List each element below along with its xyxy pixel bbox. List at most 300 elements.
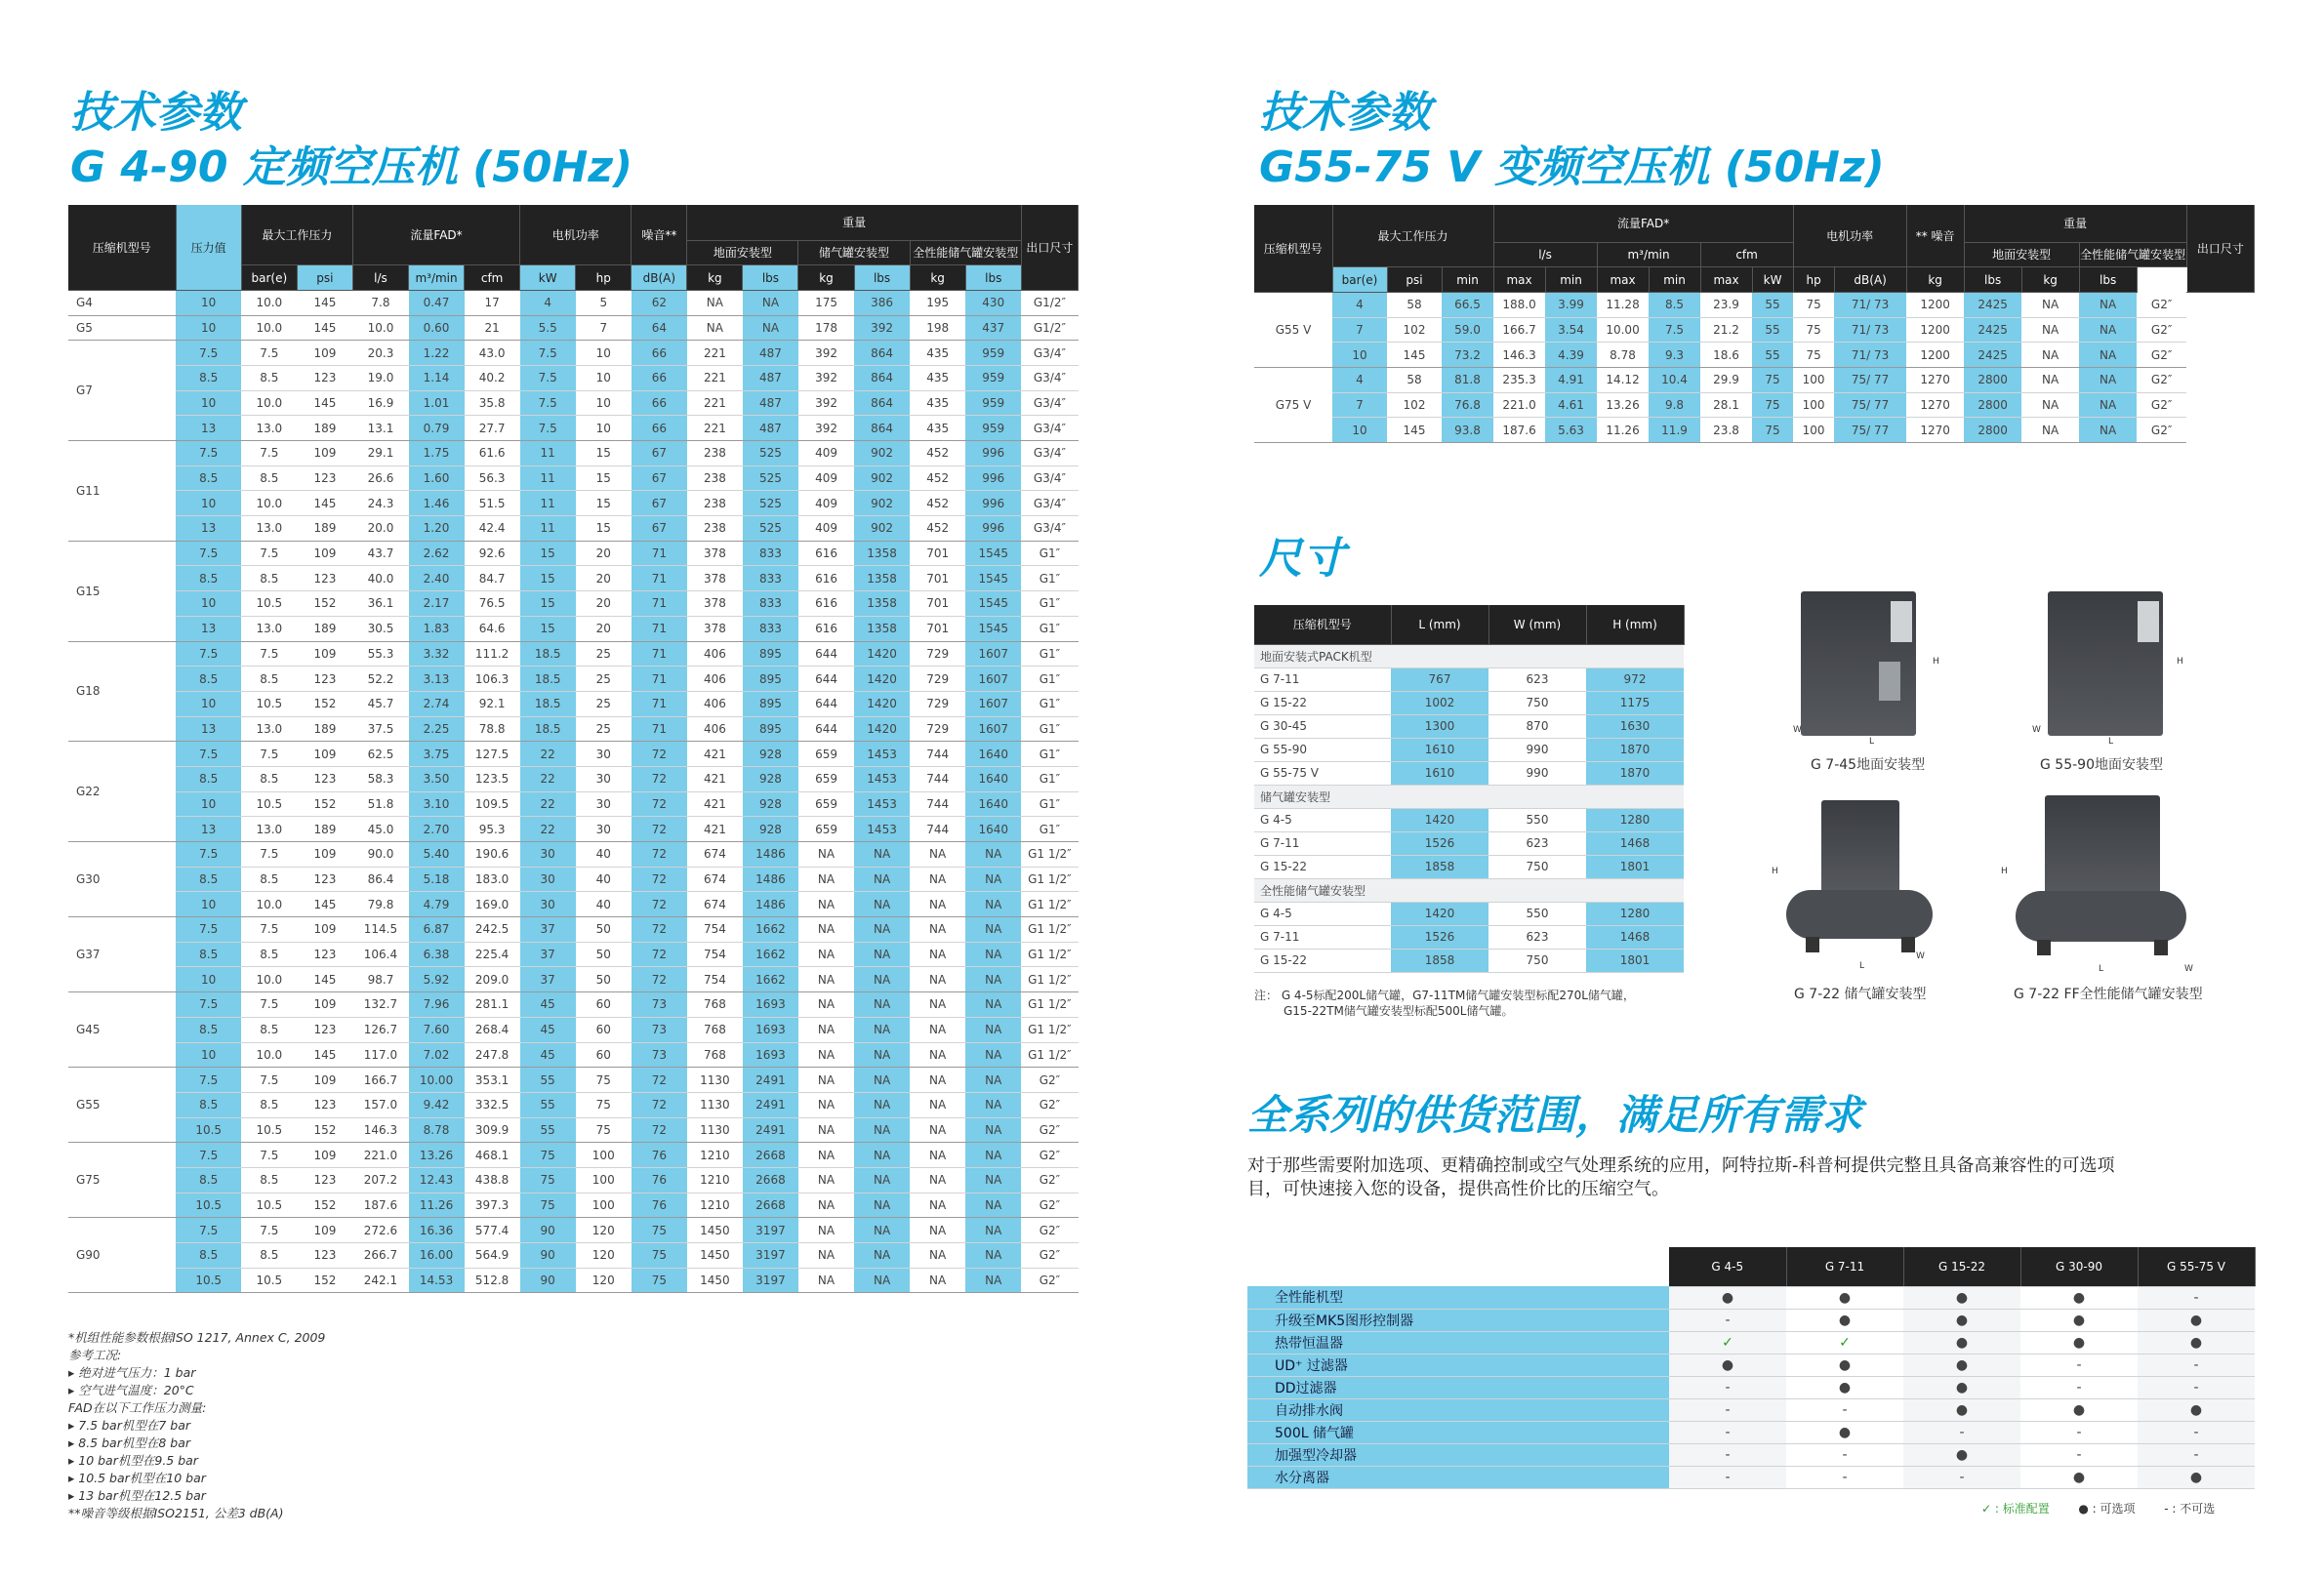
cell: 8.5 xyxy=(176,465,241,491)
cell: G1″ xyxy=(1021,691,1078,716)
cell: 8.5 xyxy=(176,1017,241,1042)
cell: 145 xyxy=(297,1042,352,1068)
cell: 221 xyxy=(687,416,743,441)
cell: G1″ xyxy=(1021,591,1078,617)
vth-model: 压缩机型号 xyxy=(1254,205,1332,292)
cell: 81.8 xyxy=(1442,367,1493,392)
cell: 90 xyxy=(520,1268,576,1293)
cell: 397.3 xyxy=(465,1193,520,1218)
cell: 1693 xyxy=(743,1042,798,1068)
table-row xyxy=(68,416,1079,441)
cell: 75 xyxy=(1793,343,1834,368)
cell: NA xyxy=(2021,367,2079,392)
cell: 25 xyxy=(576,691,632,716)
cell: 189 xyxy=(297,416,352,441)
cell: NA xyxy=(798,1167,854,1193)
cell: 2.17 xyxy=(409,591,465,617)
cell: G1″ xyxy=(1021,817,1078,842)
feature-availability: - xyxy=(2138,1421,2255,1443)
table-row xyxy=(68,290,1079,315)
cell: 15 xyxy=(576,516,632,542)
feat-col-2: G 15-22 xyxy=(1903,1247,2020,1286)
right-title-1: 技术参数 xyxy=(1259,88,1431,138)
cell: G1″ xyxy=(1021,791,1078,817)
cell: 1280 xyxy=(1586,902,1684,925)
cell: 750 xyxy=(1488,855,1586,878)
cell: 1486 xyxy=(743,892,798,917)
cell: 895 xyxy=(743,641,798,667)
unit-2: l/s xyxy=(352,265,408,291)
cell: 72 xyxy=(632,1117,687,1143)
cell: 16.00 xyxy=(409,1243,465,1269)
cell: 18.5 xyxy=(520,641,576,667)
cell: 100 xyxy=(576,1143,632,1168)
cell: 71 xyxy=(632,641,687,667)
cell: 1468 xyxy=(1586,925,1684,949)
cell: 62.5 xyxy=(352,742,408,767)
cell: 10.5 xyxy=(176,1117,241,1143)
cell: 659 xyxy=(798,791,854,817)
th-pressure: 压力值 xyxy=(176,205,241,290)
table-row xyxy=(68,1193,1079,1218)
dim-section-label: 地面安装式PACK机型 xyxy=(1254,644,1684,667)
cell: 895 xyxy=(743,667,798,692)
cell: G 55-90 xyxy=(1254,738,1391,761)
cell: 1270 xyxy=(1906,418,1964,443)
cell: 45 xyxy=(520,1042,576,1068)
cell: G2″ xyxy=(2137,343,2186,368)
feature-availability: ● xyxy=(2138,1309,2255,1331)
cell: 1607 xyxy=(965,667,1021,692)
cell: NA xyxy=(798,1068,854,1093)
cell: 123 xyxy=(297,766,352,791)
cell: 114.5 xyxy=(352,917,408,943)
cell: 406 xyxy=(687,641,743,667)
feature-availability: ● xyxy=(1786,1286,1903,1309)
cell: 43.0 xyxy=(465,341,520,366)
cell: 45.0 xyxy=(352,817,408,842)
cell: G1 1/2″ xyxy=(1021,992,1078,1018)
left-title-1: 技术参数 xyxy=(70,88,242,138)
cell: 2425 xyxy=(1964,343,2021,368)
cell: 902 xyxy=(854,516,910,542)
cell: 11 xyxy=(520,516,576,542)
dim-letter-l-2: L xyxy=(2108,737,2114,747)
cell: 378 xyxy=(687,616,743,641)
dim-head-3: H (mm) xyxy=(1586,605,1684,644)
cell: 8.5 xyxy=(241,465,297,491)
cell: 768 xyxy=(687,992,743,1018)
vunit-11: kg xyxy=(1906,267,1964,293)
cell: 8.5 xyxy=(241,1017,297,1042)
cell: 20 xyxy=(576,591,632,617)
cell: 72 xyxy=(632,867,687,892)
photo-g7-22-ff-tank xyxy=(2016,795,2196,956)
footnote-line: *机组性能参数根据ISO 1217, Annex C, 2009 xyxy=(68,1330,326,1345)
cell: NA xyxy=(965,1268,1021,1293)
feature-availability: - xyxy=(2138,1443,2255,1466)
cell: 754 xyxy=(687,967,743,992)
cell: 30 xyxy=(576,791,632,817)
cell: 8.5 xyxy=(176,942,241,967)
cell: 36.1 xyxy=(352,591,408,617)
table-row xyxy=(1247,1286,2255,1309)
cell: NA xyxy=(743,290,798,315)
feature-availability: ● xyxy=(2138,1331,2255,1354)
left-footnotes xyxy=(68,1329,325,1522)
cell: 10.0 xyxy=(241,892,297,917)
cell: 487 xyxy=(743,390,798,416)
cell: 40 xyxy=(576,867,632,892)
cell: 1300 xyxy=(1391,714,1488,738)
cell: 8.5 xyxy=(241,1092,297,1117)
cell: 238 xyxy=(687,491,743,516)
cell: NA xyxy=(798,1042,854,1068)
feature-availability: ● xyxy=(1903,1376,2020,1398)
cell: 75 xyxy=(520,1167,576,1193)
cell: 26.6 xyxy=(352,465,408,491)
cell: 729 xyxy=(910,716,965,742)
cell: 71 xyxy=(632,616,687,641)
dim-head-1: L (mm) xyxy=(1391,605,1488,644)
vunit-13: kg xyxy=(2021,267,2079,293)
cell: 13 xyxy=(176,616,241,641)
cell: 92.6 xyxy=(465,541,520,566)
unit-10: kg xyxy=(798,265,854,291)
cell: 10.0 xyxy=(241,491,297,516)
cell: G3/4″ xyxy=(1021,416,1078,441)
cell: G1 1/2″ xyxy=(1021,967,1078,992)
table-row xyxy=(1247,1309,2255,1331)
cell: 1200 xyxy=(1906,292,1964,317)
cell: 19.0 xyxy=(352,365,408,390)
cell: 8.5 xyxy=(241,1167,297,1193)
cell: 13.0 xyxy=(241,516,297,542)
cell: 72 xyxy=(632,942,687,967)
cell: G 15-22 xyxy=(1254,691,1391,714)
cell: 1270 xyxy=(1906,392,1964,418)
feature-availability: ● xyxy=(1903,1354,2020,1376)
cell: 623 xyxy=(1488,667,1586,691)
cell: NA xyxy=(798,1017,854,1042)
cell: 120 xyxy=(576,1243,632,1269)
cell: 71 xyxy=(632,566,687,591)
cell: 225.4 xyxy=(465,942,520,967)
feat-head-empty xyxy=(1247,1247,1669,1286)
cell: 120 xyxy=(576,1218,632,1243)
cell: NA xyxy=(743,315,798,341)
table-row xyxy=(68,441,1079,466)
cell: 7.5 xyxy=(241,1218,297,1243)
vth-full: 全性能储气罐安装型 xyxy=(2079,242,2186,267)
cell: 378 xyxy=(687,591,743,617)
cell: 11.26 xyxy=(409,1193,465,1218)
cell: 198 xyxy=(910,315,965,341)
vth-noise: ** 噪音 xyxy=(1906,205,1964,267)
cell: 59.0 xyxy=(1442,317,1493,343)
cell: 1801 xyxy=(1586,855,1684,878)
cell: 525 xyxy=(743,441,798,466)
cell: 84.7 xyxy=(465,566,520,591)
cell: NA xyxy=(910,1143,965,1168)
vth-fad: 流量FAD* xyxy=(1493,205,1793,242)
cell: 22 xyxy=(520,742,576,767)
cell: 95.3 xyxy=(465,817,520,842)
cell: 928 xyxy=(743,766,798,791)
cell: 7.5 xyxy=(176,341,241,366)
cell: NA xyxy=(798,892,854,917)
cell: 242.1 xyxy=(352,1268,408,1293)
cell: 1420 xyxy=(1391,902,1488,925)
th-floor: 地面安装型 xyxy=(687,240,798,265)
table-row xyxy=(1254,831,1684,855)
variable-speed-spec-table xyxy=(1254,205,2255,443)
cell: 111.2 xyxy=(465,641,520,667)
cell: 238 xyxy=(687,465,743,491)
cell: 392 xyxy=(798,390,854,416)
cell: 132.7 xyxy=(352,992,408,1018)
cell: 15 xyxy=(576,441,632,466)
feature-availability: ● xyxy=(1669,1286,1786,1309)
table-row xyxy=(1254,418,2255,443)
cell: 13 xyxy=(176,416,241,441)
cell: 421 xyxy=(687,766,743,791)
cell: 238 xyxy=(687,441,743,466)
cell: G3/4″ xyxy=(1021,516,1078,542)
cell: 189 xyxy=(297,616,352,641)
table-row xyxy=(1254,714,1684,738)
cell: 37.5 xyxy=(352,716,408,742)
cell: 7.5 xyxy=(241,541,297,566)
cell: 247.8 xyxy=(465,1042,520,1068)
table-row xyxy=(68,791,1079,817)
cell: G2″ xyxy=(1021,1268,1078,1293)
cell: 20 xyxy=(576,566,632,591)
cell: 188.0 xyxy=(1493,292,1545,317)
cell: 1358 xyxy=(854,566,910,591)
cell: 644 xyxy=(798,667,854,692)
vunit-0: bar(e) xyxy=(1332,267,1387,293)
cell: 15 xyxy=(576,491,632,516)
cell: NA xyxy=(965,842,1021,868)
feature-availability: ● xyxy=(2020,1398,2138,1421)
cell: 55 xyxy=(1752,317,1793,343)
cell: 468.1 xyxy=(465,1143,520,1168)
cell: 24.3 xyxy=(352,491,408,516)
cell: NA xyxy=(910,1243,965,1269)
cell: 452 xyxy=(910,516,965,542)
cell: 972 xyxy=(1586,667,1684,691)
cell: 75 xyxy=(1793,292,1834,317)
cell: 870 xyxy=(1488,714,1586,738)
table-row xyxy=(68,716,1079,742)
cell: G3/4″ xyxy=(1021,341,1078,366)
cell: G1 1/2″ xyxy=(1021,1042,1078,1068)
cell: 18.5 xyxy=(520,667,576,692)
cell: 616 xyxy=(798,616,854,641)
table-row xyxy=(1247,1331,2255,1354)
cell: 1801 xyxy=(1586,949,1684,972)
cell: 25 xyxy=(576,667,632,692)
cell: 67 xyxy=(632,516,687,542)
cell: 7 xyxy=(576,315,632,341)
cell: 8.5 xyxy=(241,867,297,892)
cell: NA xyxy=(965,867,1021,892)
cell: NA xyxy=(965,1193,1021,1218)
table-row xyxy=(68,591,1079,617)
table-row xyxy=(1254,392,2255,418)
cell: 10.00 xyxy=(409,1068,465,1093)
cell: 76 xyxy=(632,1193,687,1218)
cell: 1870 xyxy=(1586,761,1684,785)
cell: 55.3 xyxy=(352,641,408,667)
model-cell: G75 xyxy=(68,1143,176,1218)
cell: 0.79 xyxy=(409,416,465,441)
cell: 72 xyxy=(632,817,687,842)
footnote-line: ▸ 10 bar机型在9.5 bar xyxy=(68,1453,198,1468)
cell: 1545 xyxy=(965,616,1021,641)
model-cell: G75 V xyxy=(1254,367,1332,442)
cell: 959 xyxy=(965,365,1021,390)
cell: 4 xyxy=(1332,292,1387,317)
unit-1: psi xyxy=(297,265,352,291)
cell: 1450 xyxy=(687,1268,743,1293)
cell: 169.0 xyxy=(465,892,520,917)
model-cell: G7 xyxy=(68,341,176,441)
feature-availability: ● xyxy=(1786,1376,1903,1398)
cell: 0.60 xyxy=(409,315,465,341)
feature-availability: - xyxy=(1669,1309,1786,1331)
cell: 7.5 xyxy=(176,992,241,1018)
cell: 378 xyxy=(687,566,743,591)
cell: 8.5 xyxy=(176,566,241,591)
cell: G3/4″ xyxy=(1021,390,1078,416)
cell: 152 xyxy=(297,691,352,716)
table-row xyxy=(1254,343,2255,368)
th-tank: 储气罐安装型 xyxy=(798,240,910,265)
cell: G2″ xyxy=(2137,292,2186,317)
cell: 1858 xyxy=(1391,949,1488,972)
cell: 10 xyxy=(176,967,241,992)
dimensions-title: 尺寸 xyxy=(1259,534,1345,584)
cell: NA xyxy=(2079,392,2137,418)
cell: 75 xyxy=(632,1218,687,1243)
cell: 674 xyxy=(687,892,743,917)
cell: 2.25 xyxy=(409,716,465,742)
cell: 1.75 xyxy=(409,441,465,466)
feat-col-0: G 4-5 xyxy=(1669,1247,1786,1286)
cell: G3/4″ xyxy=(1021,441,1078,466)
cell: 0.47 xyxy=(409,290,465,315)
cell: 525 xyxy=(743,465,798,491)
cell: 353.1 xyxy=(465,1068,520,1093)
cell: 729 xyxy=(910,667,965,692)
cell: NA xyxy=(910,867,965,892)
cell: NA xyxy=(854,1243,910,1269)
cell: G2″ xyxy=(1021,1167,1078,1193)
cell: 10 xyxy=(176,290,241,315)
cell: 674 xyxy=(687,842,743,868)
cell: 2.62 xyxy=(409,541,465,566)
cell: 109 xyxy=(297,1068,352,1093)
cell: 12.43 xyxy=(409,1167,465,1193)
cell: 1.01 xyxy=(409,390,465,416)
cell: 72 xyxy=(632,917,687,943)
cell: 406 xyxy=(687,691,743,716)
cell: G 7-11 xyxy=(1254,667,1391,691)
cell: NA xyxy=(2079,343,2137,368)
cell: 644 xyxy=(798,641,854,667)
unit-13: lbs xyxy=(965,265,1021,291)
dim-letter-l-4: L xyxy=(2099,964,2104,974)
cell: 2491 xyxy=(743,1092,798,1117)
cell: 1693 xyxy=(743,992,798,1018)
cell: G1 1/2″ xyxy=(1021,867,1078,892)
feature-availability: ● xyxy=(1903,1398,2020,1421)
cell: 392 xyxy=(798,341,854,366)
table-row xyxy=(68,1143,1079,1168)
cell: NA xyxy=(965,917,1021,943)
cell: 56.3 xyxy=(465,465,520,491)
cell: 71 xyxy=(632,541,687,566)
cell: 4.39 xyxy=(1545,343,1597,368)
cell: 4 xyxy=(1332,367,1387,392)
cell: 525 xyxy=(743,516,798,542)
vunit-8: kW xyxy=(1752,267,1793,293)
cell: 959 xyxy=(965,390,1021,416)
dim-letter-h-4: H xyxy=(2001,867,2008,876)
cell: G1/2″ xyxy=(1021,290,1078,315)
cell: 28.1 xyxy=(1700,392,1752,418)
cell: 750 xyxy=(1488,691,1586,714)
cell: 75/ 77 xyxy=(1834,367,1906,392)
cell: 3.75 xyxy=(409,742,465,767)
cell: 13.0 xyxy=(241,817,297,842)
cell: 3.32 xyxy=(409,641,465,667)
feature-availability: - xyxy=(1786,1443,1903,1466)
cell: 7.5 xyxy=(241,341,297,366)
cell: 1270 xyxy=(1906,367,1964,392)
model-cell: G55 xyxy=(68,1068,176,1143)
table-row xyxy=(68,516,1079,542)
features-table xyxy=(1247,1247,2256,1489)
cell: 409 xyxy=(798,491,854,516)
cell: 750 xyxy=(1488,949,1586,972)
cell: 674 xyxy=(687,867,743,892)
table-row xyxy=(68,667,1079,692)
cell: G3/4″ xyxy=(1021,465,1078,491)
unit-9: lbs xyxy=(743,265,798,291)
th-motor: 电机功率 xyxy=(520,205,632,265)
cell: 123.5 xyxy=(465,766,520,791)
vunit-2: min xyxy=(1442,267,1493,293)
cell: 1175 xyxy=(1586,691,1684,714)
cell: 7.5 xyxy=(176,641,241,667)
table-row xyxy=(1247,1376,2255,1398)
cell: 10.0 xyxy=(352,315,408,341)
cell: 895 xyxy=(743,716,798,742)
cell: 8.5 xyxy=(241,1243,297,1269)
cell: 1486 xyxy=(743,867,798,892)
cell: NA xyxy=(854,1117,910,1143)
cell: 221.0 xyxy=(352,1143,408,1168)
cell: 3.99 xyxy=(1545,292,1597,317)
feature-availability: ● xyxy=(1903,1331,2020,1354)
cell: G2″ xyxy=(1021,1193,1078,1218)
cell: 928 xyxy=(743,817,798,842)
dimensions-table xyxy=(1254,605,1685,973)
cell: 10 xyxy=(576,341,632,366)
